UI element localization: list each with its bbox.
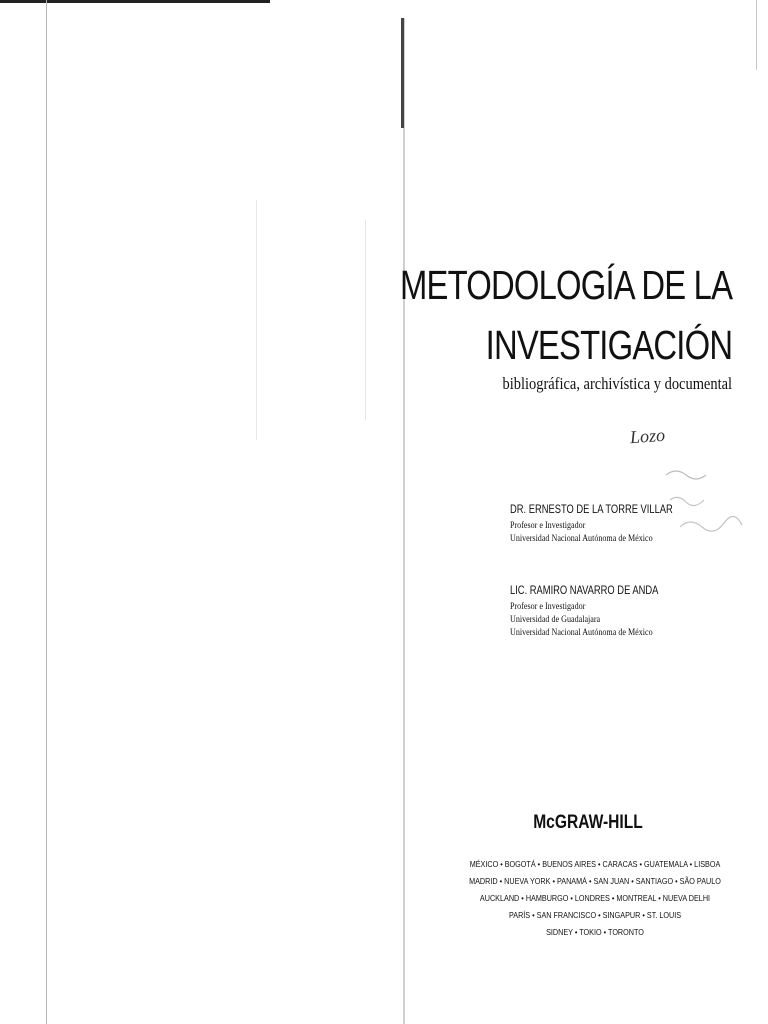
author-name: DR. ERNESTO DE LA TORRE VILLAR xyxy=(510,502,673,516)
city-list-line: AUCKLAND • HAMBURGO • LONDRES • MONTREAL • NUEVA DELHI xyxy=(479,893,711,903)
city-list-line: MADRID • NUEVA YORK • PANAMÁ • SAN JUAN • SANTIAGO • SÃO PAULO xyxy=(469,876,721,886)
right-page-edge xyxy=(756,0,757,70)
bleed-through-mark xyxy=(256,200,257,440)
book-title-line-1: METODOLOGÍA DE LA xyxy=(399,262,732,308)
author-block xyxy=(510,583,700,640)
author-role: Profesor e Investigador xyxy=(510,521,586,531)
author-affiliation: Universidad de Guadalajara xyxy=(510,615,601,625)
author-block xyxy=(510,502,719,546)
author-affiliation: Universidad Nacional Autónoma de México xyxy=(510,628,653,638)
publisher-cities xyxy=(405,856,768,941)
handwritten-annotation: Lozo xyxy=(629,424,666,448)
scan-edge-top xyxy=(0,0,270,3)
author-name: LIC. RAMIRO NAVARRO DE ANDA xyxy=(510,583,659,597)
book-subtitle: bibliográfica, archivística y documental xyxy=(502,374,732,393)
bleed-through-mark xyxy=(365,220,366,420)
city-list-line: MÉXICO • BOGOTÁ • BUENOS AIRES • CARACAS • GUATEMALA • LISBOA xyxy=(469,859,721,869)
city-list-line: PARÍS • SAN FRANCISCO • SINGAPUR • ST. LOUIS xyxy=(508,910,682,920)
author-affiliation: Universidad Nacional Autónoma de México xyxy=(510,534,653,544)
city-list-line: SIDNEY • TOKIO • TORONTO xyxy=(546,927,644,937)
publisher-name: McGRAW-HILL xyxy=(533,812,643,833)
book-title-line-2: INVESTIGACIÓN xyxy=(485,322,732,368)
left-page-edge xyxy=(46,0,47,1024)
author-role: Profesor e Investigador xyxy=(510,602,586,612)
book-gutter-shadow xyxy=(401,18,404,128)
